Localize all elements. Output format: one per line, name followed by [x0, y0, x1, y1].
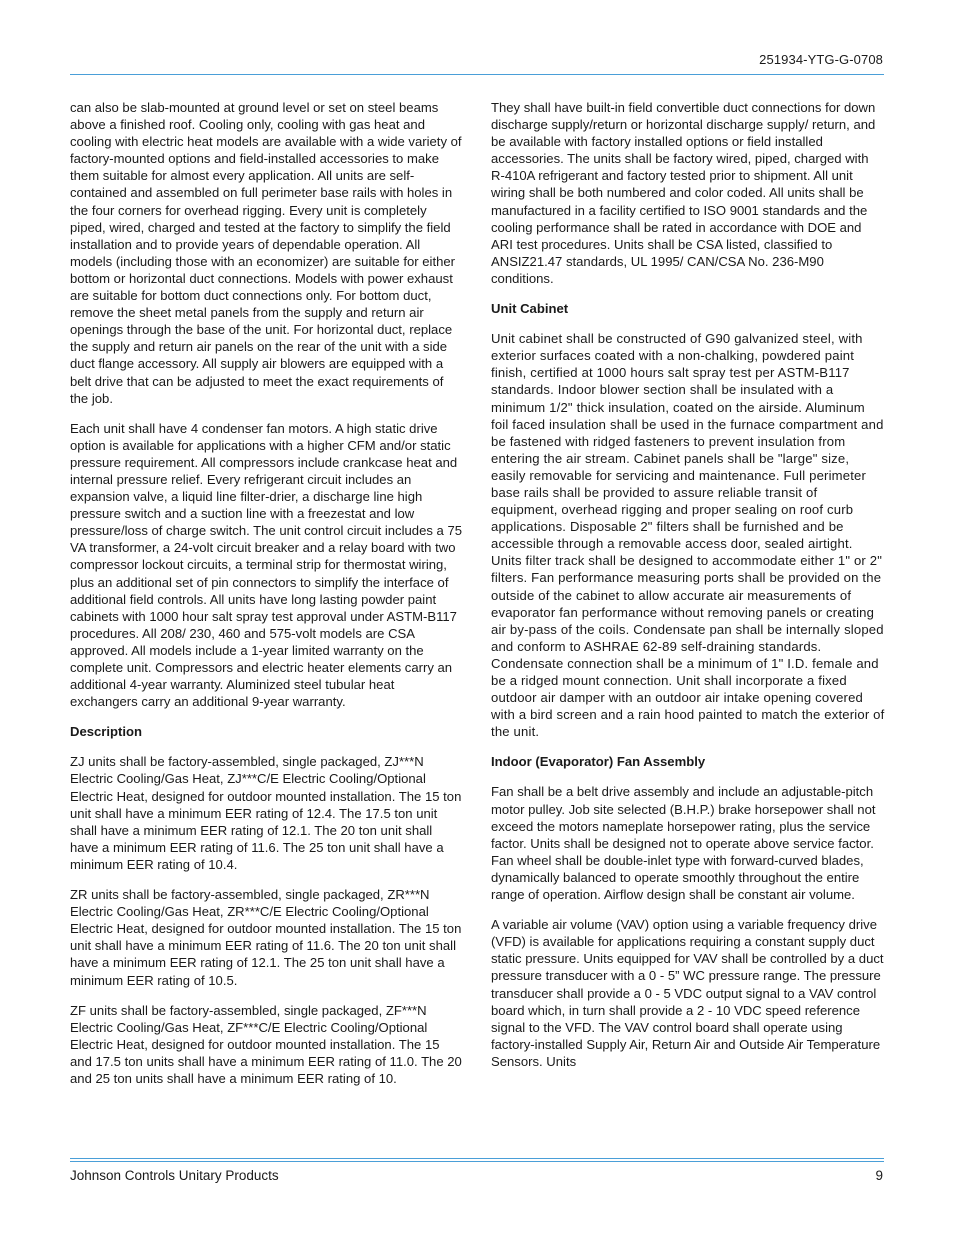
body-paragraph: Fan shall be a belt drive assembly and include an adjustable-pitch motor pulley. Job site selected (B.H.P.) brake horsepower shall not exceed the motors nameplate horsepower rating, plus the service factor. Units shall be designed not to operate above service factor. Fan wheel shall be double-inlet type with forward-curved blades, dynamically balanced to operate smoothly throughout the entire range of operation. Airflow design shall be constant air volume. — [491, 784, 876, 903]
body-paragraph: A variable air volume (VAV) option using a variable frequency drive (VFD) is available for applications requiring a constant supply duct static pressure. Units equipped for VAV shall be controlled by a duct pressure transducer with a 0 - 5” WC pressure range. The pressure transducer shall provide a 0 - 5 VDC output signal to a VAV control board which, in turn shall provide a 2 - 10 VDC speed reference signal to the VFD. The VAV control board shall operate using factory-installed Supply Air, Return Air and Outside Air Temperature Sensors. Units — [491, 917, 884, 1069]
body-paragraph: ZJ units shall be factory-assembled, single packaged, ZJ***N Electric Cooling/Gas Heat, ZJ***C/E Electric Cooling/Optional Electric Heat, designed for outdoor mounted installation. The 15 ton unit shall have a minimum EER rating of 12.4. The 17.5 ton unit shall have a minimum EER rating of 12.1. The 20 ton unit shall have a minimum EER rating of 11.6. The 25 ton unit shall have a minimum EER rating of 10.4. — [70, 754, 462, 872]
section-heading-description: Description — [70, 724, 143, 740]
body-paragraph: can also be slab-mounted at ground level or set on steel beams above a finished roof. Cooling only, cooling with gas heat and cooling with electric heat models are available with a wide variety of factory-mounted options and field-installed accessories to make them suitable for almost every application. All units are self-contained and assembled on full perimeter base rails with holes in the four corners for overhead rigging. Every unit is completely piped, wired, charged and tested at the factory to simplify the field installation and to provide years of dependable operation. All models (including those with an economizer) are suitable for either bottom or horizontal duct connections. Models with power exhaust are suitable for bottom duct connections only. For bottom duct, remove the sheet metal panels from the supply and return air openings through the base of the unit. For horizontal duct, replace the supply and return air panels on the rear of the unit with a side duct flange accessory. All supply air blowers are equipped with a belt drive that can be adjusted to meet the exact requirements of the job. — [70, 100, 462, 406]
section-heading-fan-assembly: Indoor (Evaporator) Fan Assembly — [491, 754, 706, 770]
footer-rule — [70, 1158, 884, 1159]
body-paragraph: Each unit shall have 4 condenser fan motors. A high static drive option is available for applications with a higher CFM and/or static pressure requirement. All compressors include crankcase heat and internal pressure relief. Every refrigerant circuit includes an expansion valve, a liquid line filter-drier, a discharge line high pressure switch and a suction line with a freezestat and low pressure/loss of charge switch. The unit control circuit includes a 75 VA transformer, a 24-volt circuit breaker and a relay board with two compressor lockout circuits, a terminal strip for thermostat wiring, plus an additional set of pin connectors to simplify the interface of additional field controls. All units have long lasting powder paint cabinets with 1000 hour salt spray test approval under ASTM-B117 procedures. All 208/ 230, 460 and 575-volt models are CSA approved. All models include a 1-year limited warranty on the complete unit. Compressors and electric heater elements carry an additional 4-year warranty. Aluminized steel tubular heat exchangers carry an additional 9-year warranty. — [70, 420, 463, 710]
page-number: 9 — [875, 1168, 883, 1183]
header-rule — [70, 74, 884, 75]
body-paragraph: ZF units shall be factory-assembled, single packaged, ZF***N Electric Cooling/Gas Heat, ZF***C/E Electric Cooling/Optional Electric Heat, designed for outdoor mounted installation. The 15 and 17.5 ton units shall have a minimum EER rating of 11.0. The 20 and 25 ton units shall have a minimum EER rating of 10. — [70, 1002, 462, 1086]
body-paragraph: Unit cabinet shall be constructed of G90 galvanized steel, with exterior surfaces coated with a non-chalking, powdered paint finish, certified at 1000 hours salt spray test per ASTM-B117 standards. Indoor blower section shall be insulated with a minimum 1/2" thick insulation, coated on the airside. Aluminum foil faced insulation shall be used in the furnace compartment and be fastened with ridged fasteners to prevent insulation from entering the air stream. Cabinet panels shall be "large" size, easily removable for servicing and maintenance. Full perimeter base rails shall be provided to assure reliable transit of equipment, overhead rigging and proper sealing on roof curb applications. Disposable 2" filters shall be furnished and be accessible through a removable access door, sealed airtight. Units filter track shall be designed to accommodate either 1" or 2" filters. Fan performance measuring ports shall be provided on the outside of the cabinet to allow accurate air measurements of evaporator fan performance without removing panels or creating air by-pass of the coils. Condensate pan shall be internally sloped and conform to ASHRAE 62-89 self-draining standards. Condensate connection shall be a minimum of 1" I.D. female and be a ridged mount connection. Unit shall incorporate a fixed outdoor air damper with an outdoor air intake opening covered with a bird screen and a rain hood painted to match the exterior of the unit. — [491, 331, 885, 740]
body-paragraph: They shall have built-in field convertible duct connections for down discharge supply/return or horizontal discharge supply/ return, and be available with factory installed options or field installed accessories. The units shall be factory wired, piped, charged with R-410A refrigerant and factory tested prior to shipment. All unit wiring shall be both numbered and color coded. All units shall be manufactured in a facility certified to ISO 9001 standards and the cooling performance shall be rated in accordance with DOE and ARI test procedures. Units shall be CSA listed, classified to ANSIZ21.47 standards, UL 1995/ CAN/CSA No. 236-M90 conditions. — [491, 100, 876, 286]
body-paragraph: ZR units shall be factory-assembled, single packaged, ZR***N Electric Cooling/Gas Heat, ZR***C/E Electric Cooling/Optional Electric Heat, designed for outdoor mounted installation. The 15 ton unit shall have a minimum EER rating of 11.6. The 20 ton unit shall have a minimum EER rating of 12.1. The 25 ton unit shall have a minimum EER rating of 10.5. — [70, 887, 462, 988]
footer-rule — [70, 1161, 884, 1162]
left-column — [70, 99, 464, 1100]
right-column — [491, 99, 885, 1083]
document-id: 251934-YTG-G-0708 — [759, 52, 883, 67]
section-heading-unit-cabinet: Unit Cabinet — [491, 301, 569, 317]
footer-company: Johnson Controls Unitary Products — [70, 1168, 279, 1183]
